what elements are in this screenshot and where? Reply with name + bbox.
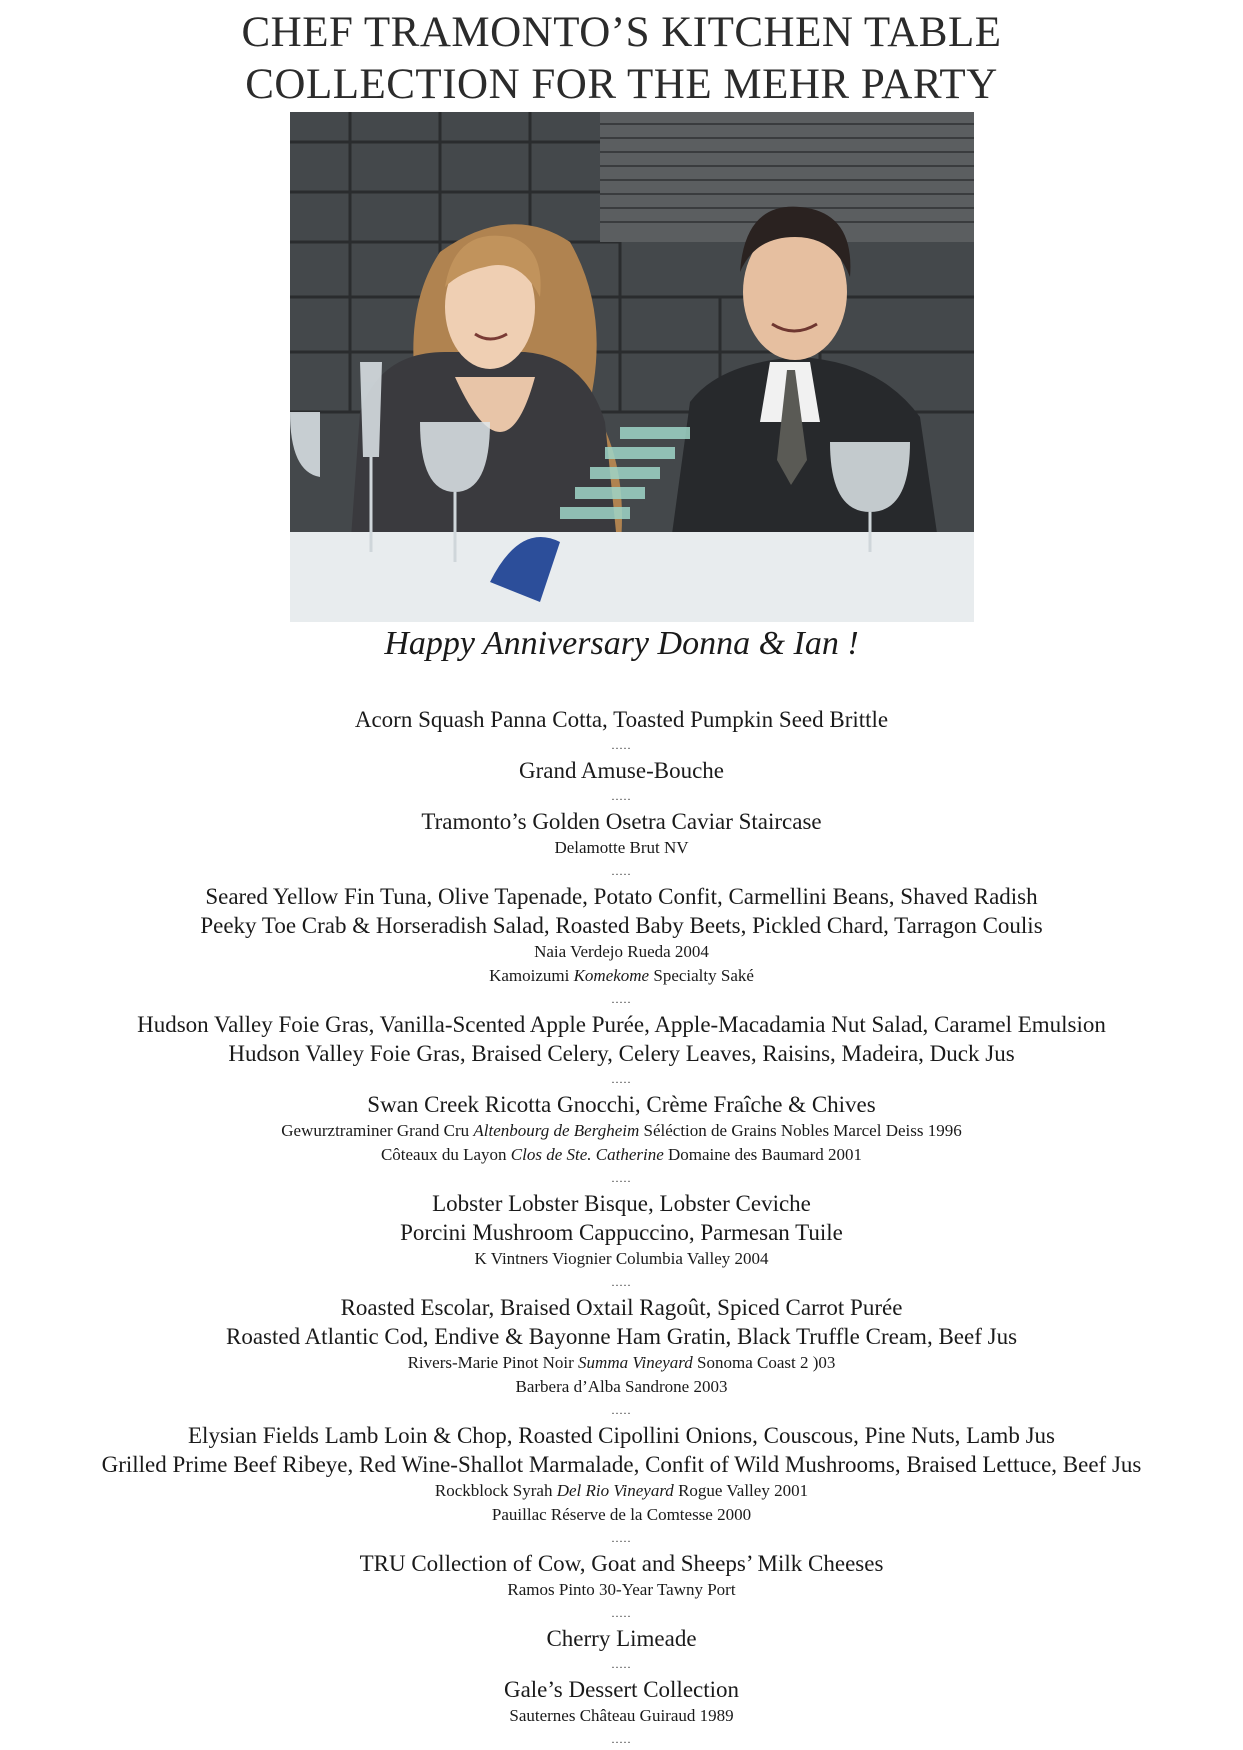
course-separator: ..... — [611, 1732, 632, 1746]
dish-line: Tramonto’s Golden Osetra Caviar Staircase — [421, 809, 822, 834]
course-separator: ..... — [611, 1171, 632, 1185]
dish-line: Acorn Squash Panna Cotta, Toasted Pumpkin Seed Brittle — [354, 707, 889, 732]
menu-title-line-1: CHEF TRAMONTO’S KITCHEN TABLE — [241, 9, 1002, 56]
anniversary-couple-photo-icon — [290, 112, 974, 622]
anniversary-photo — [290, 112, 974, 622]
dish-line: Hudson Valley Foie Gras, Braised Celery, Celery Leaves, Raisins, Madeira, Duck Jus — [228, 1041, 1015, 1066]
dish-line: Lobster Lobster Bisque, Lobster Ceviche — [432, 1191, 811, 1216]
wine-pairing: Gewurztraminer Grand Cru Altenbourg de Bergheim Séléction de Grains Nobles Marcel Deiss 1996 — [281, 1121, 962, 1140]
anniversary-greeting: Happy Anniversary Donna & Ian ! — [384, 625, 859, 662]
dish-line: TRU Collection of Cow, Goat and Sheeps’ Milk Cheeses — [359, 1551, 884, 1576]
dish-line: Roasted Atlantic Cod, Endive & Bayonne Ham Gratin, Black Truffle Cream, Beef Jus — [225, 1324, 1018, 1349]
dish-line: Swan Creek Ricotta Gnocchi, Crème Fraîche & Chives — [367, 1092, 876, 1117]
course-separator: ..... — [611, 1403, 632, 1417]
dish-line: Elysian Fields Lamb Loin & Chop, Roasted Cipollini Onions, Couscous, Pine Nuts, Lamb Jus — [188, 1423, 1055, 1448]
wine-pairing: Sauternes Château Guiraud 1989 — [509, 1706, 734, 1725]
wine-pairing: Barbera d’Alba Sandrone 2003 — [515, 1377, 728, 1396]
course-separator: ..... — [611, 1606, 632, 1620]
wine-pairing: Kamoizumi Komekome Specialty Saké — [489, 966, 754, 985]
wine-pairing: K Vintners Viognier Columbia Valley 2004 — [474, 1249, 769, 1268]
dish-line: Porcini Mushroom Cappuccino, Parmesan Tuile — [400, 1220, 843, 1245]
dish-line: Cherry Limeade — [546, 1626, 697, 1651]
dish-line: Hudson Valley Foie Gras, Vanilla-Scented Apple Purée, Apple-Macadamia Nut Salad, Caramel Emulsion — [137, 1012, 1106, 1037]
wine-pairing: Pauillac Réserve de la Comtesse 2000 — [491, 1505, 752, 1524]
dish-line: Seared Yellow Fin Tuna, Olive Tapenade, Potato Confit, Carmellini Beans, Shaved Radish — [205, 884, 1038, 909]
wine-pairing: Ramos Pinto 30-Year Tawny Port — [507, 1580, 736, 1599]
course-separator: ..... — [611, 1657, 632, 1671]
dish-line: Gale’s Dessert Collection — [503, 1677, 740, 1702]
course-separator: ..... — [611, 992, 632, 1006]
course-separator: ..... — [611, 864, 632, 878]
wine-pairing: Rivers-Marie Pinot Noir Summa Vineyard Sonoma Coast 2 )03 — [407, 1353, 836, 1372]
course-separator: ..... — [611, 1531, 632, 1545]
wine-pairing: Côteaux du Layon Clos de Ste. Catherine Domaine des Baumard 2001 — [380, 1145, 863, 1164]
wine-pairing: Rockblock Syrah Del Rio Vineyard Rogue Valley 2001 — [434, 1481, 809, 1500]
course-separator: ..... — [611, 1275, 632, 1289]
dish-line: Grilled Prime Beef Ribeye, Red Wine-Shallot Marmalade, Confit of Wild Mushrooms, Braised Lettuce, Beef Jus — [101, 1452, 1142, 1477]
tasting-menu — [0, 705, 1243, 1750]
menu-title-line-2: COLLECTION FOR THE MEHR PARTY — [245, 61, 998, 108]
dish-line: Grand Amuse-Bouche — [518, 758, 725, 783]
wine-pairing: Naia Verdejo Rueda 2004 — [534, 942, 709, 961]
course-separator: ..... — [611, 738, 632, 752]
dish-line: Roasted Escolar, Braised Oxtail Ragoût, Spiced Carrot Purée — [340, 1295, 903, 1320]
wine-pairing: Delamotte Brut NV — [554, 838, 689, 857]
course-separator: ..... — [611, 789, 632, 803]
course-separator: ..... — [611, 1072, 632, 1086]
dish-line: Peeky Toe Crab & Horseradish Salad, Roasted Baby Beets, Pickled Chard, Tarragon Coulis — [200, 913, 1043, 938]
